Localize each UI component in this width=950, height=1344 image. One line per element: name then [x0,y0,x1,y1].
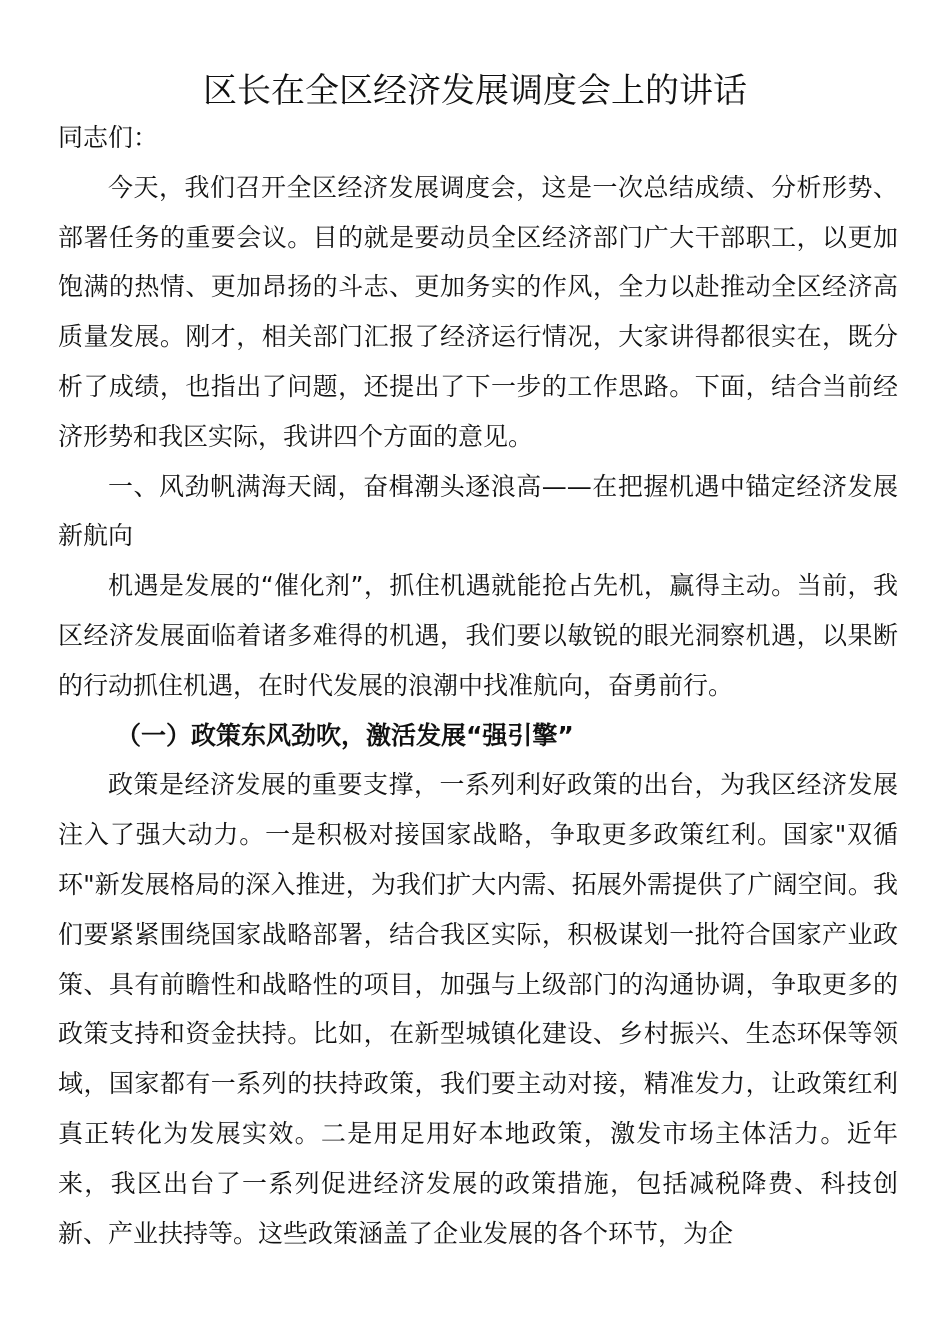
section-heading-1: 一、风劲帆满海天阔，奋楫潮头逐浪高——在把握机遇中锚定经济发展新航向 [58,471,898,551]
subsection-heading-1: （一）政策东风劲吹，激活发展“强引擎” [116,720,574,750]
salutation: 同志们： [58,123,159,152]
document-body [58,113,898,1258]
subsection-1-paragraph: 政策是经济发展的重要支撑，一系列利好政策的出台，为我区经济发展注入了强大动力。一是积极对接国家战略，争取更多政策红利。国家"双循环"新发展格局的深入推进，为我们扩大内需、拓展外需提供了广阔空间。我们要紧紧围绕国家战略部署，结合我区实际，积极谋划一批符合国家产业政策、具有前瞻性和战略性的项目，加强与上级部门的沟通协调，争取更多的政策支持和资金扶持。比如，在新型城镇化建设、乡村振兴、生态环保等领域，国家都有一系列的扶持政策，我们要主动对接，精准发力，让政策红利真正转化为发展实效。二是用足用好本地政策，激发市场主体活力。近年来，我区出台了一系列促进经济发展的政策措施，包括减税降费、科技创新、产业扶持等。这些政策涵盖了企业发展的各个环节，为企 [58,770,898,1248]
section-1-intro-paragraph: 机遇是发展的“催化剂”，抓住机遇就能抢占先机，赢得主动。当前，我区经济发展面临着诸多难得的机遇，我们要以敏锐的眼光洞察机遇，以果断的行动抓住机遇，在时代发展的浪潮中找准航向，奋勇前行。 [58,571,898,700]
document-title: 区长在全区经济发展调度会上的讲话 [203,71,747,111]
opening-paragraph: 今天，我们召开全区经济发展调度会，这是一次总结成绩、分析形势、部署任务的重要会议。目的就是要动员全区经济部门广大干部职工，以更加饱满的热情、更加昂扬的斗志、更加务实的作风，全力以赴推动全区经济高质量发展。刚才，相关部门汇报了经济运行情况，大家讲得都很实在，既分析了成绩，也指出了问题，还提出了下一步的工作思路。下面，结合当前经济形势和我区实际，我讲四个方面的意见。 [58,172,898,451]
